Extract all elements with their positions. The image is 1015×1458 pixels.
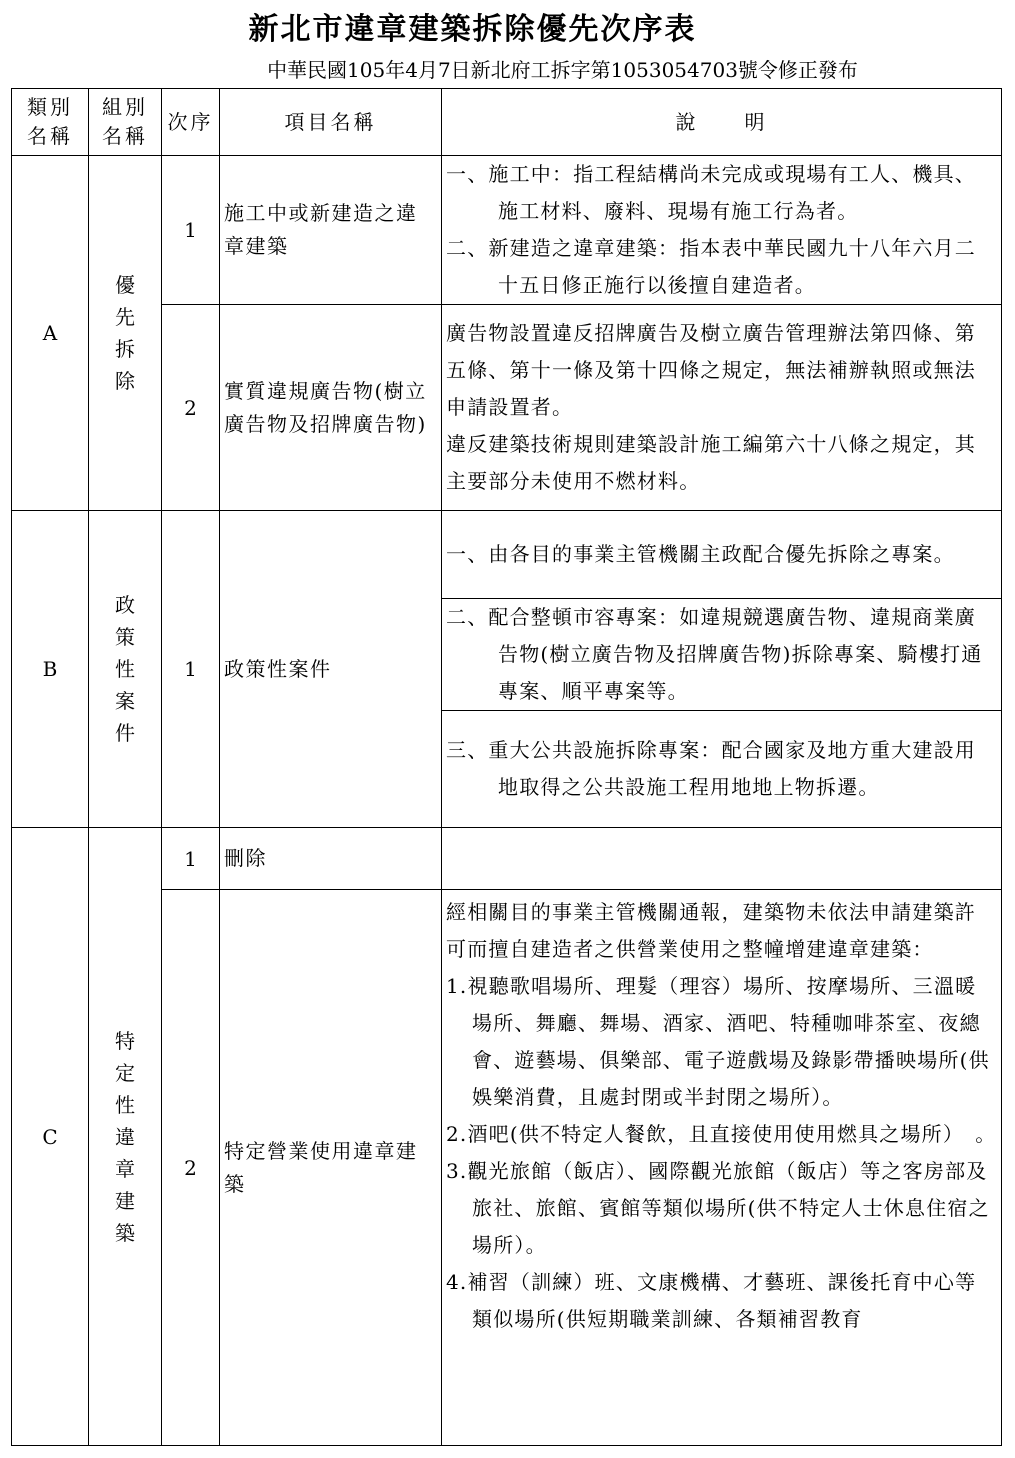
priority-table	[11, 88, 1002, 1446]
header-category-line1: 類別	[27, 95, 73, 119]
group-cell	[89, 156, 162, 511]
description-line: 一、由各目的事業主管機關主政配合優先拆除之專案。	[446, 542, 955, 566]
description-line: 一、施工中：指工程結構尚未完成或現場有工人、機具、施工材料、廢料、現場有施工行為者。	[446, 162, 976, 223]
group-cell	[89, 828, 162, 1446]
description-cell	[442, 511, 1002, 599]
list-item: 2.酒吧(供不特定人餐飲，且直接使用使用燃具之場所） 。	[446, 1122, 997, 1146]
description-line: 二、配合整頓市容專案：如違規競選廣告物、違規商業廣告物(樹立廣告物及招牌廣告物)拆除專案、騎樓打通專案、順平專案等。	[446, 605, 983, 703]
order-cell: 1	[162, 511, 220, 828]
header-row	[12, 89, 1002, 156]
header-group-line2: 名稱	[102, 124, 148, 148]
item-name-cell: 實質違規廣告物(樹立廣告物及招牌廣告物)	[220, 305, 442, 511]
item-name-cell: 特定營業使用違章建築	[220, 890, 442, 1446]
description-line: 經相關目的事業主管機關通報，建築物未依法申請建築許可而擅自建造者之供營業使用之整幢增建違章建築：	[446, 900, 976, 961]
description-cell	[442, 828, 1002, 890]
list-item: 4.補習（訓練）班、文康機構、才藝班、課後托育中心等類似場所(供短期職業訓練、各類補習教育	[446, 1270, 977, 1331]
description-line: 廣告物設置違反招牌廣告及樹立廣告管理辦法第四條、第五條、第十一條及第十四條之規定，無法補辦執照或無法申請設置者。	[446, 321, 976, 419]
header-category-line2: 名稱	[27, 124, 73, 148]
header-group-line1: 組別	[102, 95, 148, 119]
list-item: 1.視聽歌唱場所、理髮（理容）場所、按摩場所、三溫暖場所、舞廳、舞場、酒家、酒吧、特種咖啡茶室、夜總會、遊藝場、俱樂部、電子遊戲場及錄影帶播映場所(供娛樂消費，且處封閉或半封閉之場所）。	[446, 974, 990, 1109]
header-order: 次序	[162, 89, 220, 156]
item-name-cell: 刪除	[220, 828, 442, 890]
table-row	[12, 828, 1002, 890]
order-cell: 1	[162, 156, 220, 305]
group-label: 特定性違章建築	[115, 1028, 135, 1245]
description-line: 二、新建造之違章建築：指本表中華民國九十八年六月二十五日修正施行以後擅自建造者。	[446, 236, 976, 297]
table-row	[12, 156, 1002, 305]
list-item: 3.觀光旅館（飯店）、國際觀光旅館（飯店）等之客房部及旅社、旅館、賓館等類似場所(供不特定人士休息住宿之場所）。	[446, 1159, 990, 1257]
group-label: 政策性案件	[115, 593, 135, 745]
group-label: 優先拆除	[115, 273, 135, 393]
description-cell	[442, 599, 1002, 711]
page-subtitle: 中華民國105年4月7日新北府工拆字第1053054703號令修正發布	[267, 58, 858, 82]
header-description: 說 明	[442, 89, 1002, 156]
category-cell: C	[12, 828, 89, 1446]
category-cell: B	[12, 511, 89, 828]
description-cell	[442, 711, 1002, 828]
group-cell	[89, 511, 162, 828]
description-cell	[442, 305, 1002, 511]
description-cell	[442, 890, 1002, 1446]
description-cell	[442, 156, 1002, 305]
header-category	[12, 89, 89, 156]
header-group	[89, 89, 162, 156]
table-row	[12, 511, 1002, 599]
description-line: 違反建築技術規則建築設計施工編第六十八條之規定，其主要部分未使用不燃材料。	[446, 432, 976, 493]
page-title: 新北市違章建築拆除優先次序表	[248, 12, 697, 47]
item-name-cell: 施工中或新建造之違章建築	[220, 156, 442, 305]
header-item-name: 項目名稱	[220, 89, 442, 156]
order-cell: 2	[162, 890, 220, 1446]
description-line: 三、重大公共設施拆除專案：配合國家及地方重大建設用地取得之公共設施工程用地地上物拆遷。	[446, 738, 976, 799]
order-cell: 2	[162, 305, 220, 511]
item-name-cell: 政策性案件	[220, 511, 442, 828]
category-cell: A	[12, 156, 89, 511]
order-cell: 1	[162, 828, 220, 890]
